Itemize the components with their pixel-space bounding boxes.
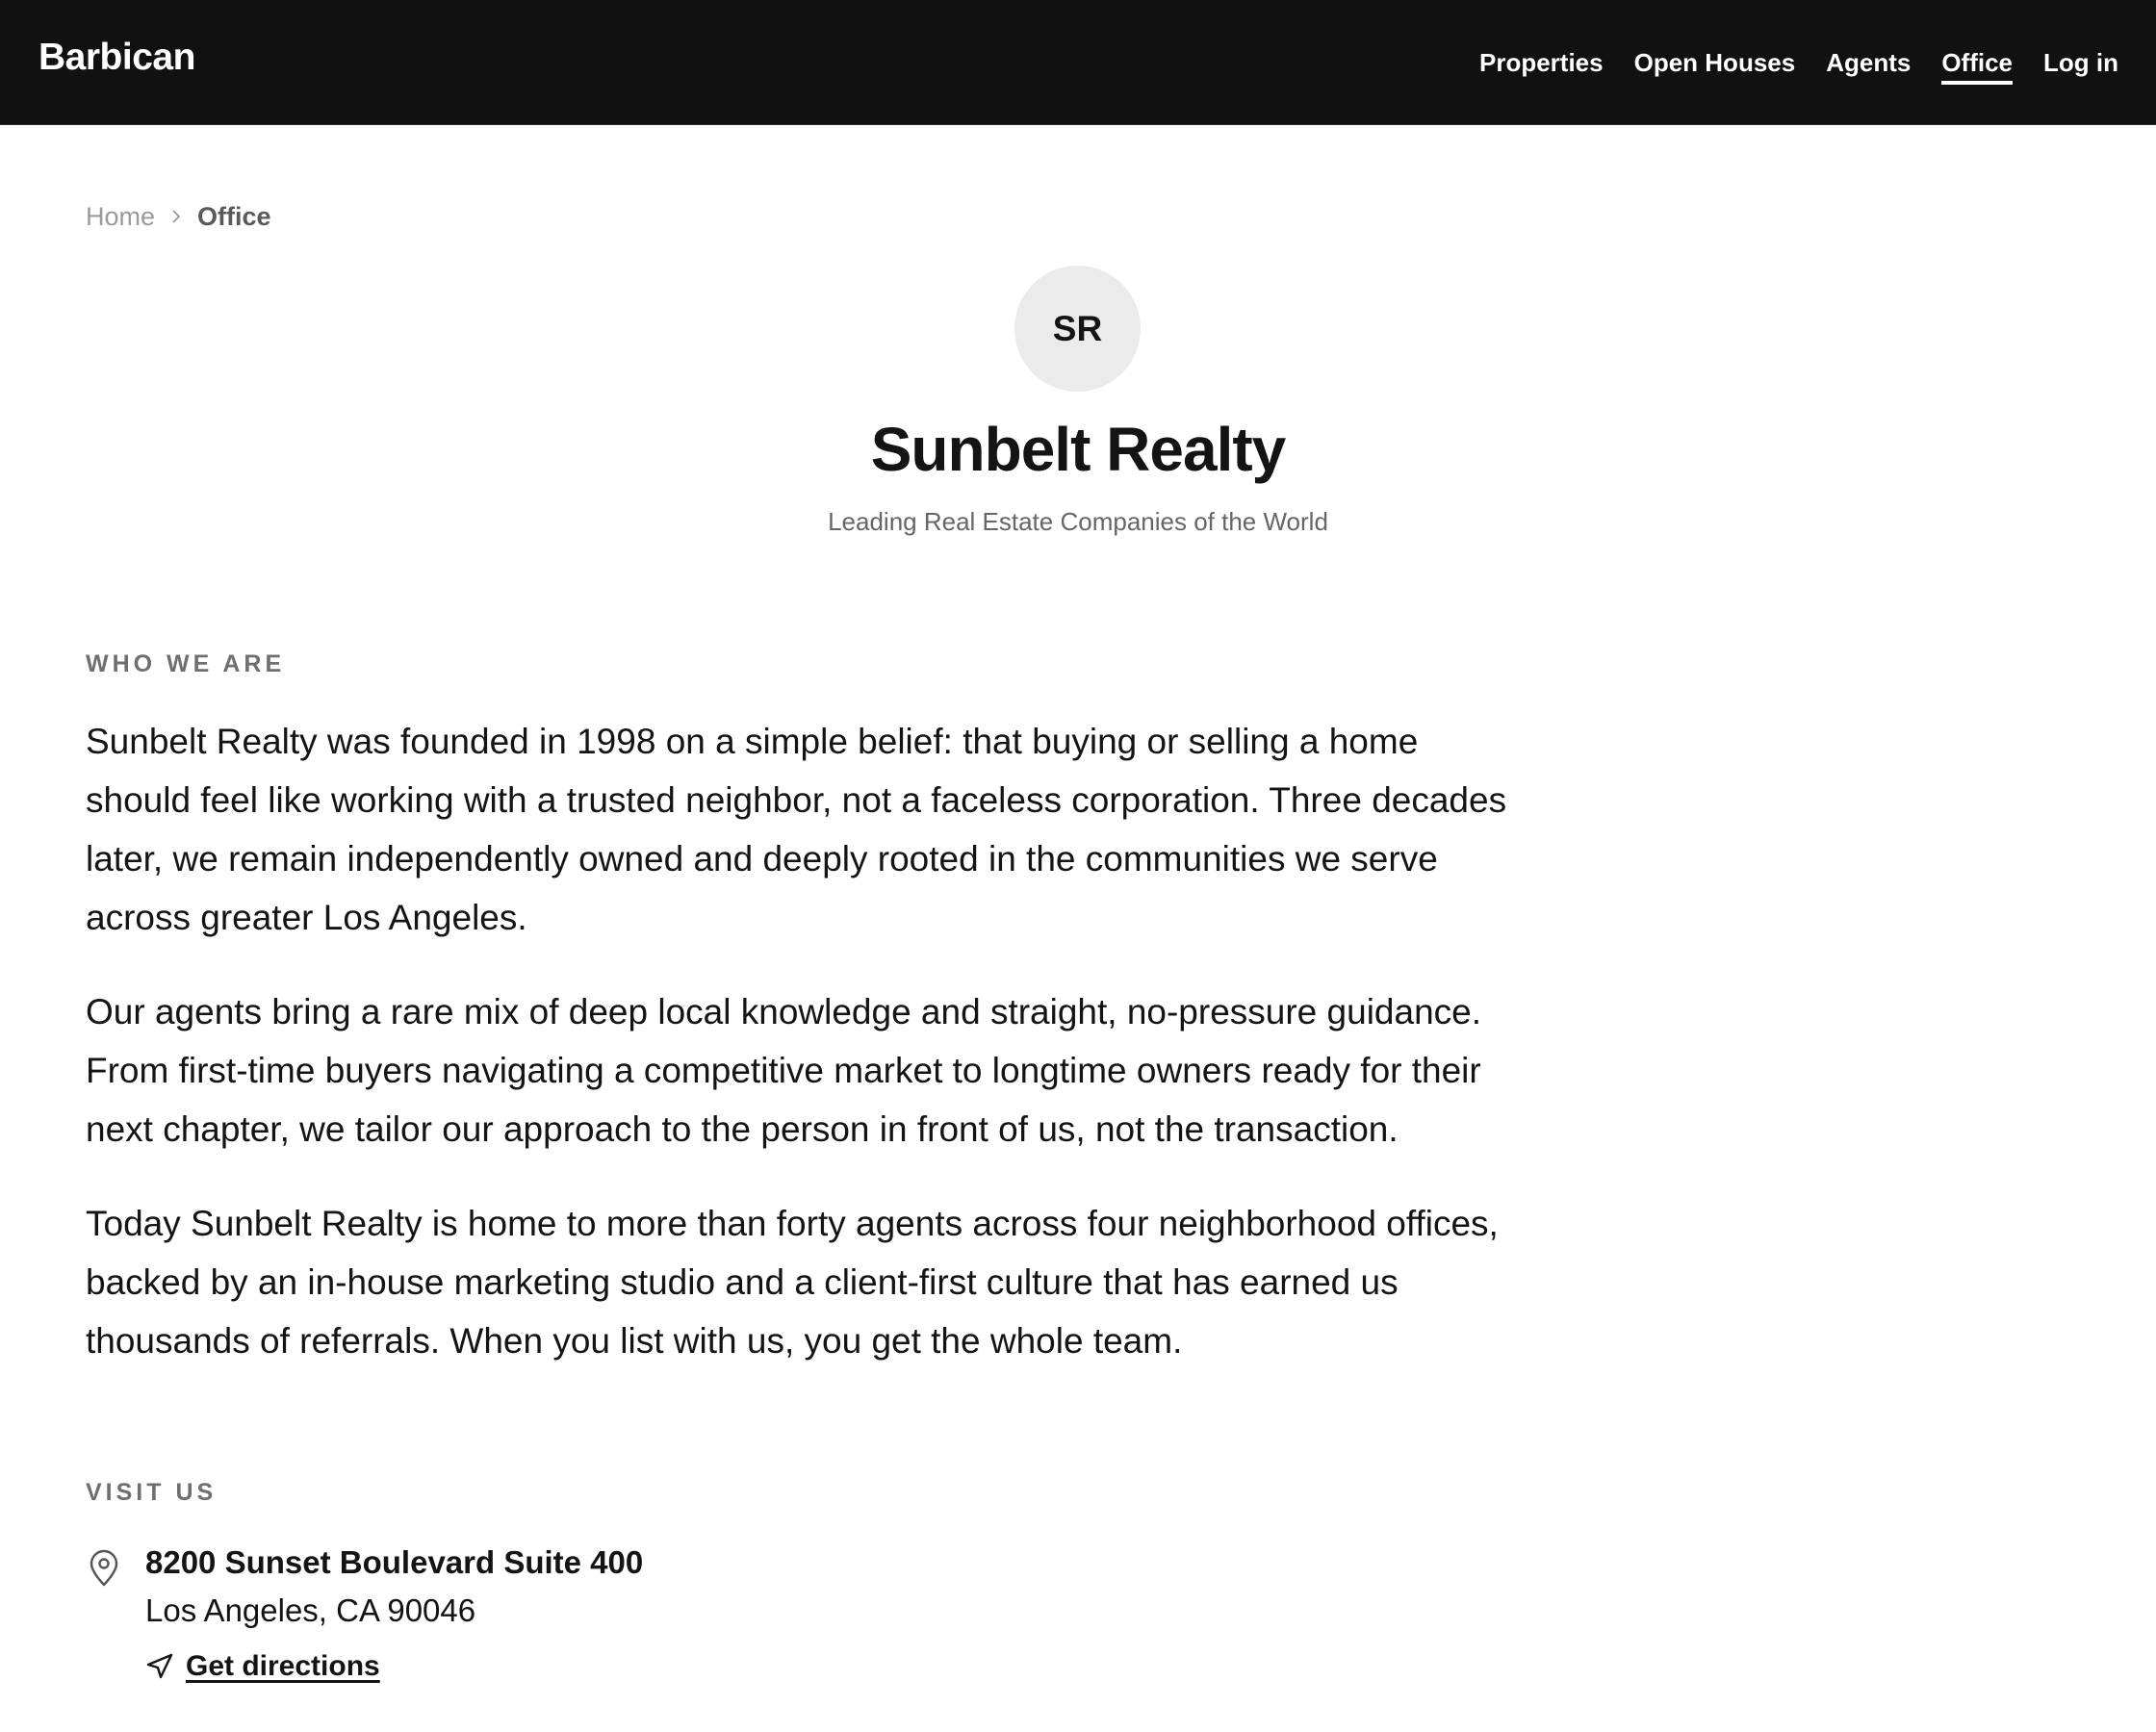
nav-properties[interactable]: Properties — [1479, 47, 1604, 77]
about-paragraph: Today Sunbelt Realty is home to more than forty agents across four neighborhood offices, backed by an in-house marketing studio and a client-first culture that has earned us thousands of referrals. When you list with us, you get the whole team. — [86, 1204, 1499, 1361]
navigation-arrow-icon — [145, 1652, 174, 1681]
nav-agents[interactable]: Agents — [1826, 47, 1912, 77]
about-paragraph: Our agents bring a rare mix of deep local knowledge and straight, no-pressure guidance. From first-time buyers navigating a competitive market to longtime owners ready for their next chapter, we tailor our approach to the person in front of us, not the transaction. — [86, 992, 1482, 1149]
about-section — [86, 712, 1510, 1406]
address-line-1: 8200 Sunset Boulevard Suite 400 — [145, 1544, 644, 1580]
chevron-right-icon — [170, 205, 182, 230]
top-navigation-bar — [0, 0, 2156, 125]
who-we-are-heading: WHO WE ARE — [86, 650, 286, 677]
about-paragraph: Sunbelt Realty was founded in 1998 on a simple belief: that buying or selling a home should feel like working with a trusted neighbor, not a faceless corporation. Three decades later, we remain independently owned and deeply rooted in the communities we serve across greater Los Angeles. — [86, 722, 1507, 937]
main-nav — [1479, 0, 2118, 124]
office-name: Sunbelt Realty — [870, 415, 1286, 484]
address-line-2: Los Angeles, CA 90046 — [145, 1592, 476, 1628]
nav-open-houses[interactable]: Open Houses — [1633, 47, 1796, 77]
breadcrumb — [86, 202, 271, 232]
breadcrumb-current: Office — [197, 202, 271, 231]
get-directions-link[interactable] — [145, 1650, 380, 1683]
map-pin-icon — [86, 1549, 122, 1588]
nav-log-in[interactable]: Log in — [2043, 47, 2118, 77]
breadcrumb-home-link[interactable]: Home — [86, 202, 156, 231]
visit-us-heading: VISIT US — [86, 1479, 218, 1506]
office-avatar: SR — [1014, 266, 1141, 392]
brand-logo[interactable]: Barbican — [38, 37, 195, 78]
get-directions-label: Get directions — [186, 1650, 380, 1682]
nav-office[interactable]: Office — [1941, 47, 2014, 77]
office-tagline: Leading Real Estate Companies of the World — [828, 507, 1328, 536]
